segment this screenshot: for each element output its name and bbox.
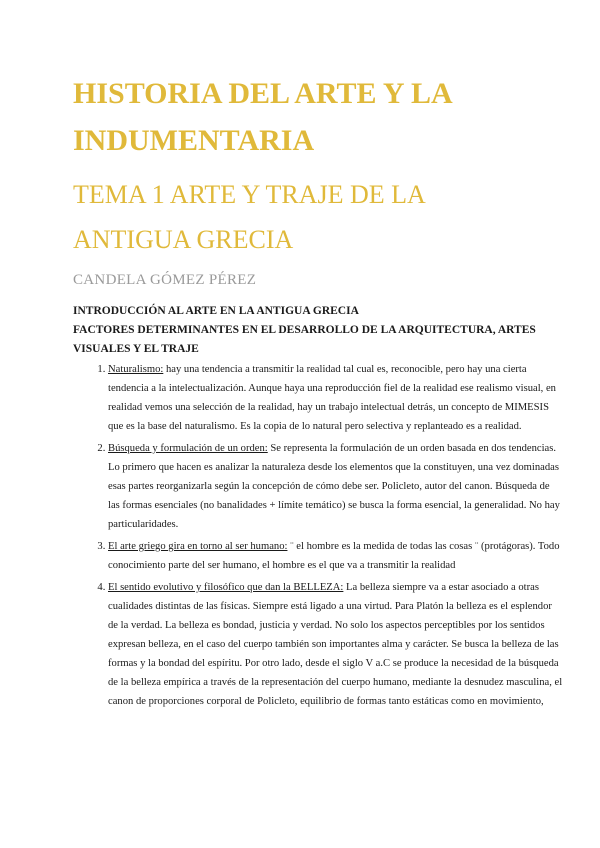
- section-heading-factors: FACTORES DETERMINANTES EN EL DESARROLLO DE LA ARQUITECTURA, ARTES VISUALES Y EL TRAJE: [73, 324, 536, 355]
- document-subtitle: TEMA 1 ARTE Y TRAJE DE LA ANTIGUA GRECIA: [73, 180, 425, 254]
- document-title: HISTORIA DEL ARTE Y LA INDUMENTARIA: [73, 77, 451, 157]
- list-item: [108, 439, 563, 534]
- author-name: CANDELA GÓMEZ PÉREZ: [73, 272, 257, 288]
- item-label: El sentido evolutivo y filosófico que dan la BELLEZA:: [108, 582, 344, 593]
- item-text: ¨ el hombre es la medida de todas las cosas ¨ (protágoras). Todo conocimiento parte del ser humano, el hombre es el que va a transmitir la realidad: [108, 541, 560, 571]
- factors-list: [73, 360, 563, 714]
- section-heading-intro: INTRODUCCIÓN AL ARTE EN LA ANTIGUA GRECIA: [73, 305, 359, 317]
- item-label: Naturalismo:: [108, 364, 164, 375]
- item-text: hay una tendencia a transmitir la realidad tal cual es, reconocible, pero hay una cierta tendencia a la intelectualización. Aunque haya una reproducción fiel de la realidad ese realismo visual, en realidad vemos una selección de la realidad, hay un trabajo intelectual detrás, un concepto de MIMESIS que es la base del naturalismo. Es la copia de lo natural pero selectiva y replanteado es a realidad.: [108, 364, 556, 432]
- list-item: [108, 578, 563, 711]
- item-label: El arte griego gira en torno al ser humano:: [108, 541, 288, 552]
- list-item: [108, 537, 563, 575]
- item-text: La belleza siempre va a estar asociado a otras cualidades distintas de las físicas. Siempre está ligado a una virtud. Para Platón la belleza es el esplendor de la verdad. La belleza es bondad, justicia y verdad. No solo los aspectos perceptibles por los sentidos expresan belleza, en el caso del cuerpo también son importantes alma y carácter. Se busca la belleza de las formas y la bondad del espíritu. Por otro lado, desde el siglo V a.C se produce la necesidad de la búsqueda de la belleza empírica a través de la representación del cuerpo humano, mediante la desnudez masculina, el canon de proporciones corporal de Policleto, equilibrio de formas tanto estáticas como en movimiento,: [108, 582, 563, 707]
- list-item: [108, 360, 563, 436]
- item-text: Se representa la formulación de un orden basada en dos tendencias. Lo primero que hacen es analizar la naturaleza desde los elementos que la constituyen, una vez dominadas esas partes reorganizarla según la concepción de cómo debe ser. Policleto, autor del canon. Búsqueda de las formas esenciales (no banalidades + límite temático) se busca la forma esencial, la generalidad. No hay particularidades.: [108, 443, 560, 530]
- item-label: Búsqueda y formulación de un orden:: [108, 443, 268, 454]
- section-headings: [73, 302, 543, 359]
